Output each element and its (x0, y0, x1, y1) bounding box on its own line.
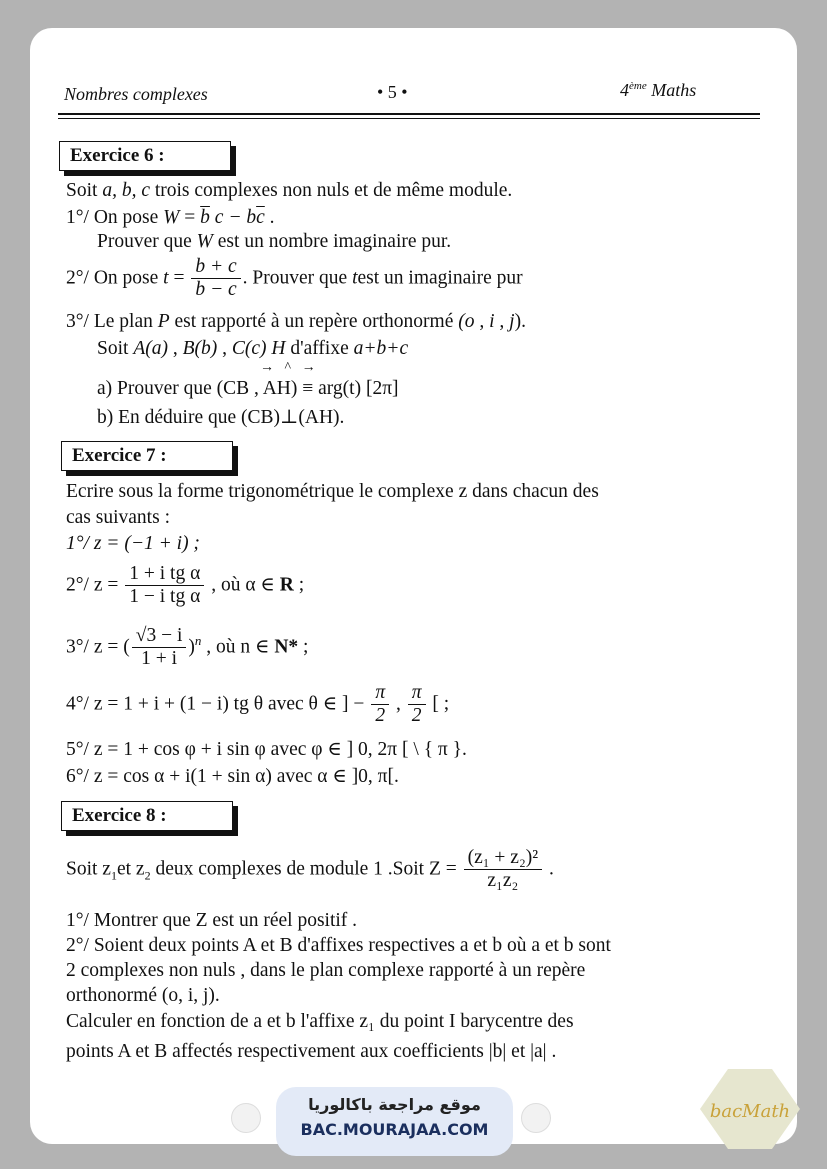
header-rule (58, 113, 760, 115)
ex7-q4: 4°/ z = 1 + i + (1 − i) tg θ avec θ ∈ ] − $\frac{\pi}{2}$ , $\frac{\pi}{2}$ [ ; (66, 682, 450, 727)
ex8-q2-line4: Calculer en fonction de a et b l'affixe z₁ du point I barycentre des (66, 1011, 574, 1032)
exercise-8-title: Exercice 8 : (61, 801, 233, 831)
ex8-q2-line5: points A et B affectés respectivement aux coefficients |b| et |a| . (66, 1041, 557, 1062)
ex6-q1-definition: 1°/ On pose $W = \overline{b}$ $c - b\overline{c}$ . (66, 207, 275, 228)
website-url[interactable]: BAC.MOURAJAA.COM (300, 1120, 489, 1139)
ex7-q3: 3°/ z = ( $\frac{√3 - i}{1 + i}$ )$^n$ , où n ∈ N* ; (66, 625, 309, 670)
ex6-q3-plane: 3°/ Le plan P est rapporté à un repère orthonormé (o , i , j). (66, 311, 526, 332)
site-logo-left (231, 1103, 261, 1133)
ex6-q3-b: b) En déduire que (CB)⊥(AH). (97, 407, 345, 428)
ex8-intro: Soit $z_1et$ $z_2$ deux complexes de module 1 .Soit Z = $\frac{\text{(z₁ + z₂)²}}{\text{z₁z₂}}$ . (66, 847, 554, 892)
svg-text:bacMath: bacMath (709, 1101, 791, 1122)
ex6-q2-fraction: $\frac{b + c}{b - c}$ (191, 256, 240, 302)
ex7-q5: 5°/ z = 1 + cos φ + i sin φ avec φ ∈ ] 0, 2π [ \ { π }. (66, 739, 467, 760)
ex7-q1: 1°/ z = (−1 + i) ; (66, 533, 200, 554)
header-rule-thin (58, 118, 760, 119)
ex8-fraction: $\frac{\text{(z₁ + z₂)²}}{\text{z₁z₂}}$ (464, 847, 543, 893)
ex6-q1-question: Prouver que W est un nombre imaginaire pur. (97, 231, 452, 252)
ex7-q2-fraction: $\frac{\text{1 + i tg α}}{\text{1 − i tg α}}$ (125, 563, 204, 609)
ex8-q2-line3: orthonormé (o, i, j). (66, 985, 220, 1006)
ex8-q2-line2: 2 complexes non nuls , dans le plan complexe rapporté à un repère (66, 960, 586, 981)
site-logo-right (521, 1103, 551, 1133)
vector-arrows-decoration: → ^ → (260, 360, 316, 375)
header-page-number: • 5 • (377, 82, 408, 102)
exercise-7-title: Exercice 7 : (61, 441, 233, 471)
ex7-q4-fraction-2: $\frac{\pi}{2}$ (408, 682, 426, 728)
ex6-intro: Soit a, b, c trois complexes non nuls et de même module. (66, 180, 513, 201)
ex7-q6: 6°/ z = cos α + i(1 + sin α) avec α ∈ ]0, π[. (66, 766, 399, 787)
ex6-q3-points: Soit A(a) , B(b) , C(c) H d'affixe a+b+c (97, 338, 409, 359)
ex6-q3-a: a) Prouver que (CB , AH) ≡ arg(t) [2π] (97, 378, 399, 399)
ex7-intro-line1: Ecrire sous la forme trigonométrique le complexe z dans chacun des (66, 481, 599, 502)
header-class: 4ème Maths (620, 80, 697, 100)
ex8-q1: 1°/ Montrer que Z est un réel positif . (66, 910, 358, 931)
header-subject: Nombres complexes (64, 84, 208, 104)
bacmath-logo (698, 1067, 802, 1151)
exercise-6-title: Exercice 6 : (59, 141, 231, 171)
ex8-q2-line1: 2°/ Soient deux points A et B d'affixes respectives a et b où a et b sont (66, 935, 611, 956)
ex7-intro-line2: cas suivants : (66, 507, 170, 528)
ex7-q3-fraction: $\frac{√3 - i}{1 + i}$ (132, 625, 187, 671)
ex7-q2: 2°/ z = $\frac{\text{1 + i tg α}}{\text{1 − i tg α}}$ , où α ∈ R ; (66, 563, 305, 608)
ex7-q4-fraction-1: $\frac{\pi}{2}$ (371, 682, 389, 728)
ex6-q2: 2°/ On pose t = $\frac{b + c}{b - c}$ . Prouver que test un imaginaire pur (66, 256, 523, 301)
website-badge[interactable] (276, 1087, 513, 1156)
website-arabic-name: موقع مراجعة باكالوريا (308, 1095, 481, 1114)
